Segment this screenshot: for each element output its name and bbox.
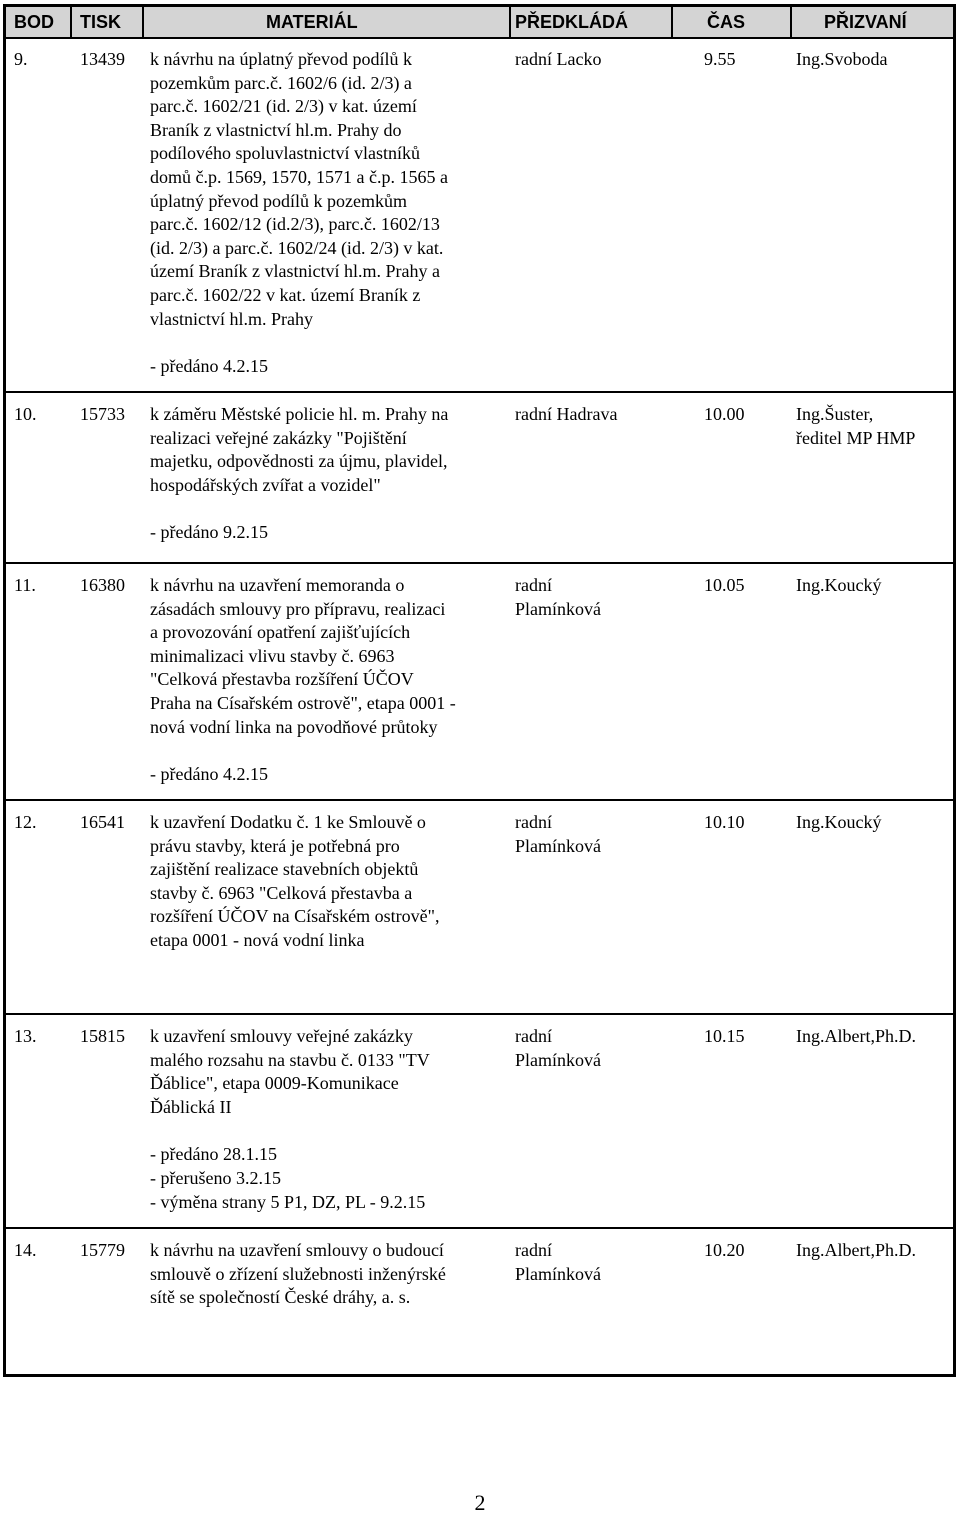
material-line: Praha na Císařském ostrově", etapa 0001 - [150, 692, 456, 713]
row-material [150, 403, 448, 545]
row-tisk: 15779 [80, 1240, 125, 1260]
note-line: - přerušeno 3.2.15 [150, 1167, 281, 1188]
material-line: zajištění realizace stavebních objektů [150, 859, 419, 880]
material-line: etapa 0001 - nová vodní linka [150, 929, 365, 950]
material-line: rozšíření ÚČOV na Císařském ostrově", [150, 906, 440, 927]
material-notes [150, 521, 448, 545]
material-line: (id. 2/3) a parc.č. 1602/24 (id. 2/3) v kat. [150, 237, 444, 258]
material-line: k návrhu na uzavření smlouvy o budoucí [150, 1240, 444, 1260]
row-tisk: 15815 [80, 1026, 125, 1046]
presenter-line: radní Lacko [515, 49, 602, 69]
note-line: - výměna strany 5 P1, DZ, PL - 9.2.15 [150, 1191, 426, 1212]
presenter-line: radní Hadrava [515, 404, 618, 424]
material-line: úplatný převod podílů k pozemkům [150, 190, 407, 211]
invited-line: Ing.Šuster, [796, 404, 874, 424]
row-prizvani [796, 574, 881, 598]
material-line: podílového spoluvlastnictví vlastníků [150, 143, 420, 164]
material-line: zásadách smlouvy pro přípravu, realizaci [150, 598, 446, 619]
material-notes [150, 355, 448, 379]
material-line: k uzavření Dodatku č. 1 ke Smlouvě o [150, 812, 426, 832]
row-prizvani [796, 1025, 916, 1049]
header-prizvani: PŘIZVANÍ [824, 12, 907, 32]
row-material [150, 574, 456, 787]
material-line: stavby č. 6963 "Celková přestavba a [150, 882, 413, 903]
material-line: Ďáblická II [150, 1096, 232, 1117]
presenter-line: Plamínková [515, 1263, 601, 1284]
row-predklada [515, 811, 601, 858]
row-bod: 10. [14, 404, 37, 424]
table-row [6, 1227, 953, 1308]
page-number: 2 [474, 1490, 486, 1515]
row-cas: 10.05 [704, 575, 745, 595]
row-predklada [515, 48, 601, 72]
material-line: minimalizaci vlivu stavby č. 6963 [150, 645, 395, 666]
row-material [150, 48, 448, 379]
material-notes [150, 763, 456, 787]
row-material [150, 811, 439, 953]
header-cas: ČAS [707, 12, 746, 32]
row-bod: 11. [14, 575, 36, 595]
row-bod: 9. [14, 49, 28, 69]
row-prizvani [796, 1239, 916, 1263]
presenter-line: Plamínková [515, 835, 601, 856]
header-divider [790, 7, 792, 37]
note-line: - předáno 28.1.15 [150, 1144, 277, 1165]
header-tisk: TISK [80, 12, 122, 32]
invited-line: Ing.Albert,Ph.D. [796, 1026, 916, 1046]
invited-line: Ing.Koucký [796, 575, 882, 595]
row-tisk: 16380 [80, 575, 125, 595]
material-line: pozemkům parc.č. 1602/6 (id. 2/3) a [150, 72, 412, 93]
row-predklada [515, 574, 601, 621]
header-bod: BOD [14, 12, 54, 32]
row-cas: 9.55 [704, 49, 736, 69]
material-line: nová vodní linka na povodňové průtoky [150, 716, 438, 737]
row-predklada [515, 1025, 601, 1072]
presenter-line: Plamínková [515, 598, 601, 619]
material-line: vlastnictví hl.m. Prahy [150, 308, 313, 329]
row-tisk: 15733 [80, 404, 125, 424]
presenter-line: radní [515, 1240, 552, 1260]
row-prizvani [796, 48, 888, 72]
row-cas: 10.20 [704, 1240, 745, 1260]
material-line: majetku, odpovědnosti za újmu, plavidel, [150, 451, 448, 472]
table-header [6, 7, 953, 39]
material-line: k uzavření smlouvy veřejné zakázky [150, 1026, 413, 1046]
material-line: k návrhu na úplatný převod podílů k [150, 49, 412, 69]
note-line: - předáno 4.2.15 [150, 764, 268, 785]
material-line: Braník z vlastnictví hl.m. Prahy do [150, 119, 402, 140]
row-cas: 10.15 [704, 1026, 745, 1046]
table-row [6, 562, 953, 785]
row-tisk: 13439 [80, 49, 125, 69]
material-line: sítě se společností České dráhy, a. s. [150, 1287, 411, 1308]
invited-line: Ing.Albert,Ph.D. [796, 1240, 916, 1260]
material-line: k návrhu na uzavření memoranda o [150, 575, 405, 595]
material-line: hospodářských zvířat a vozidel" [150, 474, 381, 495]
material-line: realizaci veřejné zakázky "Pojištění [150, 427, 407, 448]
material-line: území Braník z vlastnictví hl.m. Prahy a [150, 261, 440, 282]
row-tisk: 16541 [80, 812, 125, 832]
material-line: parc.č. 1602/21 (id. 2/3) v kat. území [150, 96, 417, 117]
material-line: smlouvě o zřízení služebnosti inženýrské [150, 1263, 446, 1284]
material-line: parc.č. 1602/22 v kat. území Braník z [150, 284, 421, 305]
material-notes [150, 1143, 430, 1214]
note-line: - předáno 4.2.15 [150, 356, 268, 377]
note-line: - předáno 9.2.15 [150, 522, 268, 543]
material-line: k záměru Městské policie hl. m. Prahy na [150, 404, 449, 424]
agenda-table [3, 4, 956, 1377]
row-prizvani [796, 811, 881, 835]
header-divider [142, 7, 144, 37]
row-predklada [515, 1239, 601, 1286]
table-row [6, 391, 953, 543]
header-divider [70, 7, 72, 37]
presenter-line: radní [515, 812, 552, 832]
material-line: Ďáblice", etapa 0009-Komunikace [150, 1073, 399, 1094]
row-material [150, 1025, 430, 1214]
material-line: malého rozsahu na stavbu č. 0133 "TV [150, 1049, 430, 1070]
header-divider [509, 7, 511, 37]
row-predklada [515, 403, 617, 427]
material-line: parc.č. 1602/12 (id.2/3), parc.č. 1602/13 [150, 214, 440, 235]
presenter-line: radní [515, 1026, 552, 1046]
row-cas: 10.00 [704, 404, 745, 424]
row-material [150, 1239, 446, 1310]
header-predklada: PŘEDKLÁDÁ [515, 12, 629, 32]
material-line: právu stavby, která je potřebná pro [150, 835, 400, 856]
table-row [6, 799, 953, 950]
header-divider [671, 7, 673, 37]
presenter-line: radní [515, 575, 552, 595]
material-line: domů č.p. 1569, 1570, 1571 a č.p. 1565 a [150, 166, 448, 187]
row-bod: 14. [14, 1240, 37, 1260]
invited-line: Ing.Koucký [796, 812, 882, 832]
row-cas: 10.10 [704, 812, 745, 832]
presenter-line: Plamínková [515, 1049, 601, 1070]
row-prizvani [796, 403, 915, 450]
row-bod: 12. [14, 812, 37, 832]
table-row [6, 1013, 953, 1212]
invited-line: Ing.Svoboda [796, 49, 888, 69]
row-bod: 13. [14, 1026, 37, 1046]
material-line: "Celková přestavba rozšíření ÚČOV [150, 669, 414, 690]
header-material: MATERIÁL [266, 12, 358, 32]
material-line: a provozování opatření zajišťujících [150, 622, 411, 643]
invited-line: ředitel MP HMP [796, 427, 916, 448]
